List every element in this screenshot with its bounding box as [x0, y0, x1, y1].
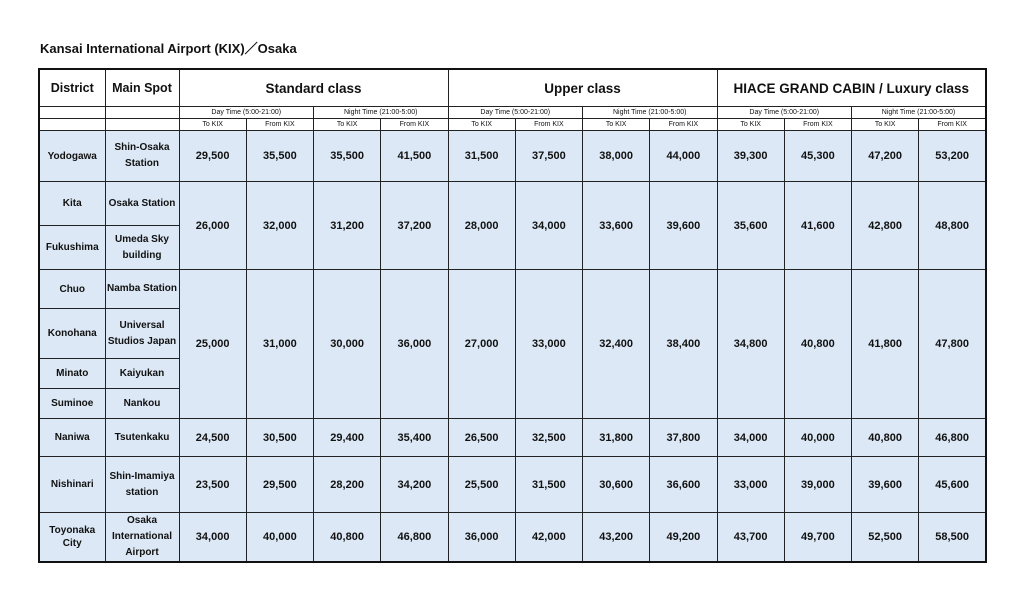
price-cell: 34,000 [717, 419, 784, 457]
price-cell: 45,300 [784, 131, 851, 182]
price-cell: 42,000 [515, 513, 582, 563]
main-spot-cell: Shin-Imamiya station [105, 457, 179, 513]
header-class: Standard class [179, 69, 448, 107]
table-row [39, 182, 986, 226]
price-cell: 30,000 [314, 270, 381, 419]
price-cell: 44,000 [650, 131, 717, 182]
price-cell: 35,500 [314, 131, 381, 182]
table-row [39, 457, 986, 513]
price-cell: 26,500 [448, 419, 515, 457]
price-cell: 31,500 [515, 457, 582, 513]
price-cell: 31,800 [583, 419, 650, 457]
header-night-time: Night Time (21:00-5:00) [852, 107, 987, 119]
main-spot-cell: Osaka International Airport [105, 513, 179, 563]
price-cell: 49,700 [784, 513, 851, 563]
header-from-kix: From KIX [515, 119, 582, 131]
price-cell: 25,000 [179, 270, 246, 419]
price-cell: 34,200 [381, 457, 448, 513]
header-to-kix: To KIX [448, 119, 515, 131]
price-cell: 43,700 [717, 513, 784, 563]
table-row [39, 513, 986, 563]
price-cell: 26,000 [179, 182, 246, 270]
price-cell: 33,000 [515, 270, 582, 419]
price-cell: 36,000 [381, 270, 448, 419]
district-cell: Minato [39, 359, 105, 389]
main-spot-cell: Universal Studios Japan [105, 309, 179, 359]
price-cell: 37,200 [381, 182, 448, 270]
price-cell: 40,000 [784, 419, 851, 457]
price-cell: 38,400 [650, 270, 717, 419]
main-spot-cell: Tsutenkaku [105, 419, 179, 457]
header-blank [39, 107, 105, 119]
price-cell: 47,800 [919, 270, 986, 419]
header-from-kix: From KIX [919, 119, 986, 131]
price-cell: 37,500 [515, 131, 582, 182]
price-cell: 40,800 [852, 419, 919, 457]
price-cell: 41,600 [784, 182, 851, 270]
price-cell: 43,200 [583, 513, 650, 563]
header-day-time: Day Time (5:00-21:00) [448, 107, 583, 119]
price-cell: 36,000 [448, 513, 515, 563]
header-class: HIACE GRAND CABIN / Luxury class [717, 69, 986, 107]
price-cell: 32,000 [246, 182, 313, 270]
header-to-kix: To KIX [314, 119, 381, 131]
price-cell: 31,000 [246, 270, 313, 419]
price-cell: 30,600 [583, 457, 650, 513]
header-day-time: Day Time (5:00-21:00) [717, 107, 852, 119]
price-cell: 48,800 [919, 182, 986, 270]
district-cell: Nishinari [39, 457, 105, 513]
district-cell: Fukushima [39, 226, 105, 270]
district-cell: Yodogawa [39, 131, 105, 182]
header-blank [105, 119, 179, 131]
price-cell: 29,400 [314, 419, 381, 457]
header-day-time: Day Time (5:00-21:00) [179, 107, 314, 119]
header-from-kix: From KIX [246, 119, 313, 131]
price-cell: 35,500 [246, 131, 313, 182]
header-blank [39, 119, 105, 131]
price-cell: 45,600 [919, 457, 986, 513]
price-cell: 41,500 [381, 131, 448, 182]
price-cell: 32,400 [583, 270, 650, 419]
header-blank [105, 107, 179, 119]
price-cell: 38,000 [583, 131, 650, 182]
price-cell: 46,800 [381, 513, 448, 563]
main-spot-cell: Shin-Osaka Station [105, 131, 179, 182]
main-spot-cell: Kaiyukan [105, 359, 179, 389]
price-cell: 46,800 [919, 419, 986, 457]
price-cell: 39,600 [852, 457, 919, 513]
price-cell: 23,500 [179, 457, 246, 513]
price-cell: 35,600 [717, 182, 784, 270]
price-cell: 39,300 [717, 131, 784, 182]
price-cell: 28,200 [314, 457, 381, 513]
header-to-kix: To KIX [583, 119, 650, 131]
price-cell: 29,500 [246, 457, 313, 513]
price-cell: 28,000 [448, 182, 515, 270]
price-cell: 58,500 [919, 513, 986, 563]
price-cell: 52,500 [852, 513, 919, 563]
main-spot-cell: Namba Station [105, 270, 179, 309]
header-from-kix: From KIX [784, 119, 851, 131]
district-cell: Suminoe [39, 389, 105, 419]
district-cell: Toyonaka City [39, 513, 105, 563]
header-to-kix: To KIX [179, 119, 246, 131]
header-from-kix: From KIX [650, 119, 717, 131]
header-to-kix: To KIX [852, 119, 919, 131]
district-cell: Konohana [39, 309, 105, 359]
main-spot-cell: Umeda Sky building [105, 226, 179, 270]
price-cell: 42,800 [852, 182, 919, 270]
price-cell: 40,000 [246, 513, 313, 563]
price-cell: 32,500 [515, 419, 582, 457]
price-cell: 31,500 [448, 131, 515, 182]
table-row [39, 419, 986, 457]
header-class: Upper class [448, 69, 717, 107]
district-cell: Chuo [39, 270, 105, 309]
price-cell: 47,200 [852, 131, 919, 182]
price-cell: 35,400 [381, 419, 448, 457]
price-cell: 40,800 [314, 513, 381, 563]
header-to-kix: To KIX [717, 119, 784, 131]
price-cell: 24,500 [179, 419, 246, 457]
price-cell: 39,600 [650, 182, 717, 270]
main-spot-cell: Nankou [105, 389, 179, 419]
price-cell: 49,200 [650, 513, 717, 563]
district-cell: Kita [39, 182, 105, 226]
price-cell: 33,600 [583, 182, 650, 270]
header-district: District [39, 69, 105, 107]
header-night-time: Night Time (21:00-5:00) [583, 107, 718, 119]
price-cell: 34,000 [515, 182, 582, 270]
price-cell: 25,500 [448, 457, 515, 513]
price-cell: 30,500 [246, 419, 313, 457]
price-cell: 40,800 [784, 270, 851, 419]
price-cell: 27,000 [448, 270, 515, 419]
header-from-kix: From KIX [381, 119, 448, 131]
price-cell: 33,000 [717, 457, 784, 513]
district-cell: Naniwa [39, 419, 105, 457]
header-main-spot: Main Spot [105, 69, 179, 107]
price-cell: 34,000 [179, 513, 246, 563]
table-row [39, 131, 986, 182]
main-spot-cell: Osaka Station [105, 182, 179, 226]
price-cell: 34,800 [717, 270, 784, 419]
price-cell: 36,600 [650, 457, 717, 513]
page-title: Kansai International Airport (KIX)／Osaka [40, 41, 297, 56]
price-cell: 53,200 [919, 131, 986, 182]
table-row [39, 270, 986, 309]
fare-table [38, 68, 987, 563]
price-cell: 31,200 [314, 182, 381, 270]
price-cell: 29,500 [179, 131, 246, 182]
header-night-time: Night Time (21:00-5:00) [314, 107, 449, 119]
price-cell: 39,000 [784, 457, 851, 513]
price-cell: 37,800 [650, 419, 717, 457]
price-cell: 41,800 [852, 270, 919, 419]
